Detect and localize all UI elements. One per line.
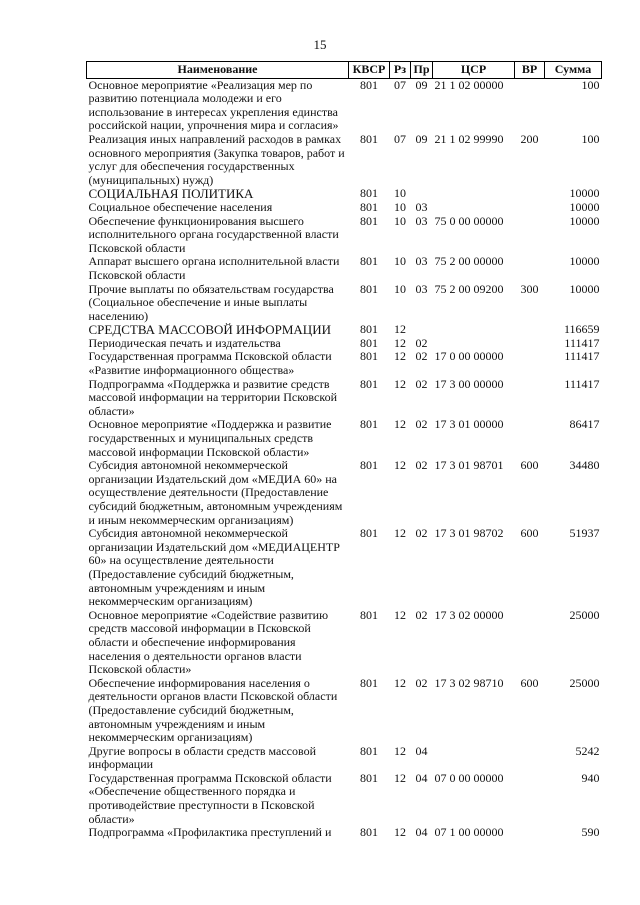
cell-vr <box>515 337 545 351</box>
cell-name: СРЕДСТВА МАССОВОЙ ИНФОРМАЦИИ <box>88 322 331 338</box>
cell-vr <box>515 215 545 256</box>
cell-pr: 02 <box>415 335 428 350</box>
cell-pr: 04 <box>415 825 428 840</box>
table-row <box>87 459 602 527</box>
cell-kvsr: 801 <box>360 417 378 432</box>
cell-csr: 21 1 02 99990 <box>434 131 504 146</box>
table-row <box>87 201 602 215</box>
cell-rz: 10 <box>394 281 406 296</box>
cell-name: Государственная программа Псковской области «Развитие информационного общества» <box>88 349 332 378</box>
cell-name: Социальное обеспечение населения <box>88 199 273 214</box>
table-row <box>87 78 602 133</box>
cell-pr: 02 <box>415 675 428 690</box>
cell-sum: 5242 <box>575 743 600 758</box>
cell-rz: 12 <box>394 458 406 473</box>
cell-kvsr: 801 <box>360 281 378 296</box>
cell-name: Подпрограмма «Профилактика преступлений и <box>88 825 332 840</box>
cell-rz: 12 <box>394 349 406 364</box>
table-row <box>87 337 602 351</box>
cell-name: Обеспечение функционирования высшего исполнительного органа государственной власти Псковской области <box>88 213 339 255</box>
cell-rz: 07 <box>394 77 406 92</box>
cell-kvsr: 801 <box>360 254 378 269</box>
cell-vr <box>515 255 545 282</box>
header-pr: Пр <box>411 62 433 79</box>
cell-vr <box>515 826 545 840</box>
cell-sum: 10000 <box>569 281 600 296</box>
cell-kvsr: 801 <box>360 743 378 758</box>
cell-sum: 116659 <box>563 322 600 337</box>
cell-kvsr: 801 <box>360 349 378 364</box>
cell-pr <box>411 323 433 337</box>
cell-pr: 02 <box>415 349 428 364</box>
cell-kvsr: 801 <box>360 199 378 214</box>
cell-csr: 17 3 00 00000 <box>434 376 504 391</box>
cell-sum: 111417 <box>564 335 600 350</box>
cell-vr <box>515 78 545 133</box>
cell-name: Обеспечение информирования населения о деятельности органов власти Псковской области (Предоставление субсидий бюджетным, автономным учреждениям и иным некоммерческим организациям) <box>88 675 338 745</box>
cell-rz: 10 <box>394 186 406 201</box>
cell-sum: 940 <box>581 770 600 785</box>
cell-vr <box>515 609 545 677</box>
cell-name: СОЦИАЛЬНАЯ ПОЛИТИКА <box>88 186 254 202</box>
cell-sum: 86417 <box>569 417 600 432</box>
cell-csr: 75 2 00 00000 <box>434 254 504 269</box>
table-row <box>87 418 602 459</box>
cell-rz: 12 <box>394 322 406 337</box>
cell-name: Периодическая печать и издательства <box>88 335 281 350</box>
cell-name: Подпрограмма «Поддержка и развитие средств массовой информации на территории Псковской области» <box>88 376 337 418</box>
cell-kvsr: 801 <box>360 186 378 201</box>
cell-kvsr: 801 <box>360 335 378 350</box>
table-row <box>87 350 602 377</box>
cell-csr: 07 0 00 00000 <box>434 770 504 785</box>
table-row <box>87 323 602 337</box>
cell-name: Прочие выплаты по обязательствам государства (Социальное обеспечение и иные выплаты населению) <box>88 281 334 323</box>
cell-kvsr: 801 <box>360 376 378 391</box>
header-vr: ВР <box>515 62 545 79</box>
cell-kvsr: 801 <box>360 77 378 92</box>
cell-rz: 07 <box>394 131 406 146</box>
table-row <box>87 187 602 201</box>
cell-sum: 10000 <box>569 199 600 214</box>
cell-name: Другие вопросы в области средств массовой информации <box>88 743 317 772</box>
table-row <box>87 283 602 324</box>
cell-rz: 12 <box>394 825 406 840</box>
cell-kvsr: 801 <box>360 131 378 146</box>
cell-vr <box>515 772 545 826</box>
table-row <box>87 255 602 282</box>
header-kvsr: КВСР <box>349 62 390 79</box>
cell-csr: 21 1 02 00000 <box>434 77 504 92</box>
cell-rz: 12 <box>394 675 406 690</box>
cell-vr: 600 <box>520 526 539 541</box>
header-sum: Сумма <box>545 62 602 79</box>
cell-pr: 02 <box>415 526 428 541</box>
cell-pr <box>411 187 433 201</box>
cell-rz: 12 <box>394 376 406 391</box>
cell-kvsr: 801 <box>360 458 378 473</box>
cell-pr: 02 <box>415 458 428 473</box>
cell-rz: 12 <box>394 417 406 432</box>
cell-vr: 600 <box>520 458 539 473</box>
table-row <box>87 826 602 840</box>
cell-rz: 12 <box>394 607 406 622</box>
cell-rz: 12 <box>394 526 406 541</box>
cell-pr: 03 <box>415 254 428 269</box>
cell-name: Аппарат высшего органа исполнительной власти Псковской области <box>88 254 340 282</box>
cell-vr <box>515 418 545 459</box>
cell-sum: 590 <box>581 825 600 840</box>
cell-kvsr: 801 <box>360 770 378 785</box>
table-row <box>87 609 602 677</box>
cell-name: Основное мероприятие «Поддержка и развитие государственных и муниципальных средств массовой информации Псковской области» <box>88 417 332 459</box>
header-csr: ЦСР <box>433 62 515 79</box>
cell-sum: 10000 <box>569 213 600 228</box>
cell-csr: 75 2 00 09200 <box>434 281 504 296</box>
cell-rz: 12 <box>394 335 406 350</box>
cell-csr: 17 3 01 98702 <box>434 526 504 541</box>
cell-pr: 03 <box>415 213 428 228</box>
cell-kvsr: 801 <box>360 213 378 228</box>
cell-sum: 51937 <box>569 526 600 541</box>
header-rz: Рз <box>390 62 411 79</box>
cell-vr: 600 <box>520 675 539 690</box>
cell-sum: 100 <box>581 77 600 92</box>
cell-pr: 09 <box>415 131 428 146</box>
cell-csr <box>433 201 515 215</box>
cell-csr: 17 3 01 00000 <box>434 417 504 432</box>
cell-sum: 25000 <box>569 607 600 622</box>
cell-pr: 09 <box>415 77 428 92</box>
cell-csr: 07 1 00 00000 <box>434 825 504 840</box>
cell-rz: 12 <box>394 743 406 758</box>
cell-csr <box>433 745 515 772</box>
table-row <box>87 745 602 772</box>
cell-vr <box>515 201 545 215</box>
cell-name: Субсидия автономной некоммерческой организации Издательский дом «МЕДИАЦЕНТР 60» на осуществление деятельности (Предоставление субсидий бюджетным, автономным учреждениям и иным некоммерческим организациям) <box>88 526 340 609</box>
cell-csr: 17 3 02 98710 <box>434 675 504 690</box>
cell-csr: 17 3 01 98701 <box>434 458 504 473</box>
cell-sum: 25000 <box>569 675 600 690</box>
cell-pr: 02 <box>415 376 428 391</box>
cell-kvsr: 801 <box>360 322 378 337</box>
cell-sum: 10000 <box>569 254 600 269</box>
cell-kvsr: 801 <box>360 526 378 541</box>
budget-table <box>86 61 602 840</box>
cell-vr <box>515 745 545 772</box>
cell-csr <box>433 187 515 201</box>
table-row <box>87 215 602 256</box>
cell-vr: 200 <box>520 131 539 146</box>
cell-rz: 10 <box>394 254 406 269</box>
cell-name: Основное мероприятие «Реализация мер по развитию потенциала молодежи и его использование в интересах укрепления единства российской нации, упрочнения мира и согласия» <box>88 77 339 133</box>
cell-name: Государственная программа Псковской области «Обеспечение общественного порядка и противодействие преступности в Псковской области» <box>88 770 332 826</box>
cell-vr <box>515 187 545 201</box>
cell-sum: 10000 <box>569 186 600 201</box>
cell-kvsr: 801 <box>360 825 378 840</box>
cell-pr: 03 <box>415 281 428 296</box>
cell-pr: 03 <box>415 199 428 214</box>
cell-sum: 34480 <box>569 458 600 473</box>
cell-kvsr: 801 <box>360 607 378 622</box>
cell-kvsr: 801 <box>360 675 378 690</box>
cell-pr: 02 <box>415 607 428 622</box>
cell-vr <box>515 378 545 419</box>
cell-csr: 17 3 02 00000 <box>434 607 504 622</box>
cell-vr <box>515 323 545 337</box>
table-row <box>87 378 602 419</box>
page-number: 15 <box>313 37 327 52</box>
cell-name: Субсидия автономной некоммерческой организации Издательский дом «МЕДИА 60» на осуществление деятельности (Предоставление субсидий бюджетным, автономным учреждениям и иным некоммерческим организациям) <box>88 458 343 527</box>
header-name: Наименование <box>87 62 349 79</box>
table-row <box>87 133 602 187</box>
cell-rz: 12 <box>394 770 406 785</box>
table-body <box>87 78 602 840</box>
cell-sum: 100 <box>581 131 600 146</box>
cell-name: Реализация иных направлений расходов в рамках основного мероприятия (Закупка товаров, работ и услуг для обеспечения государственных (муниципальных) нужд) <box>88 131 345 187</box>
cell-rz: 10 <box>394 213 406 228</box>
cell-sum: 111417 <box>564 376 600 391</box>
cell-csr <box>433 323 515 337</box>
cell-csr <box>433 337 515 351</box>
cell-pr: 04 <box>415 743 428 758</box>
cell-sum: 111417 <box>564 349 600 364</box>
cell-name: Основное мероприятие «Содействие развитию средств массовой информации в Псковской области и обеспечение информирования населения о деятельности органов власти Псковской области» <box>88 607 329 677</box>
cell-rz: 10 <box>394 199 406 214</box>
cell-csr: 17 0 00 00000 <box>434 349 504 364</box>
table-row <box>87 527 602 609</box>
table-row <box>87 677 602 745</box>
cell-vr: 300 <box>520 281 539 296</box>
table-row <box>87 772 602 826</box>
cell-csr: 75 0 00 00000 <box>434 213 504 228</box>
table-header-row <box>87 62 602 79</box>
cell-pr: 04 <box>415 770 428 785</box>
cell-vr <box>515 350 545 377</box>
cell-pr: 02 <box>415 417 428 432</box>
